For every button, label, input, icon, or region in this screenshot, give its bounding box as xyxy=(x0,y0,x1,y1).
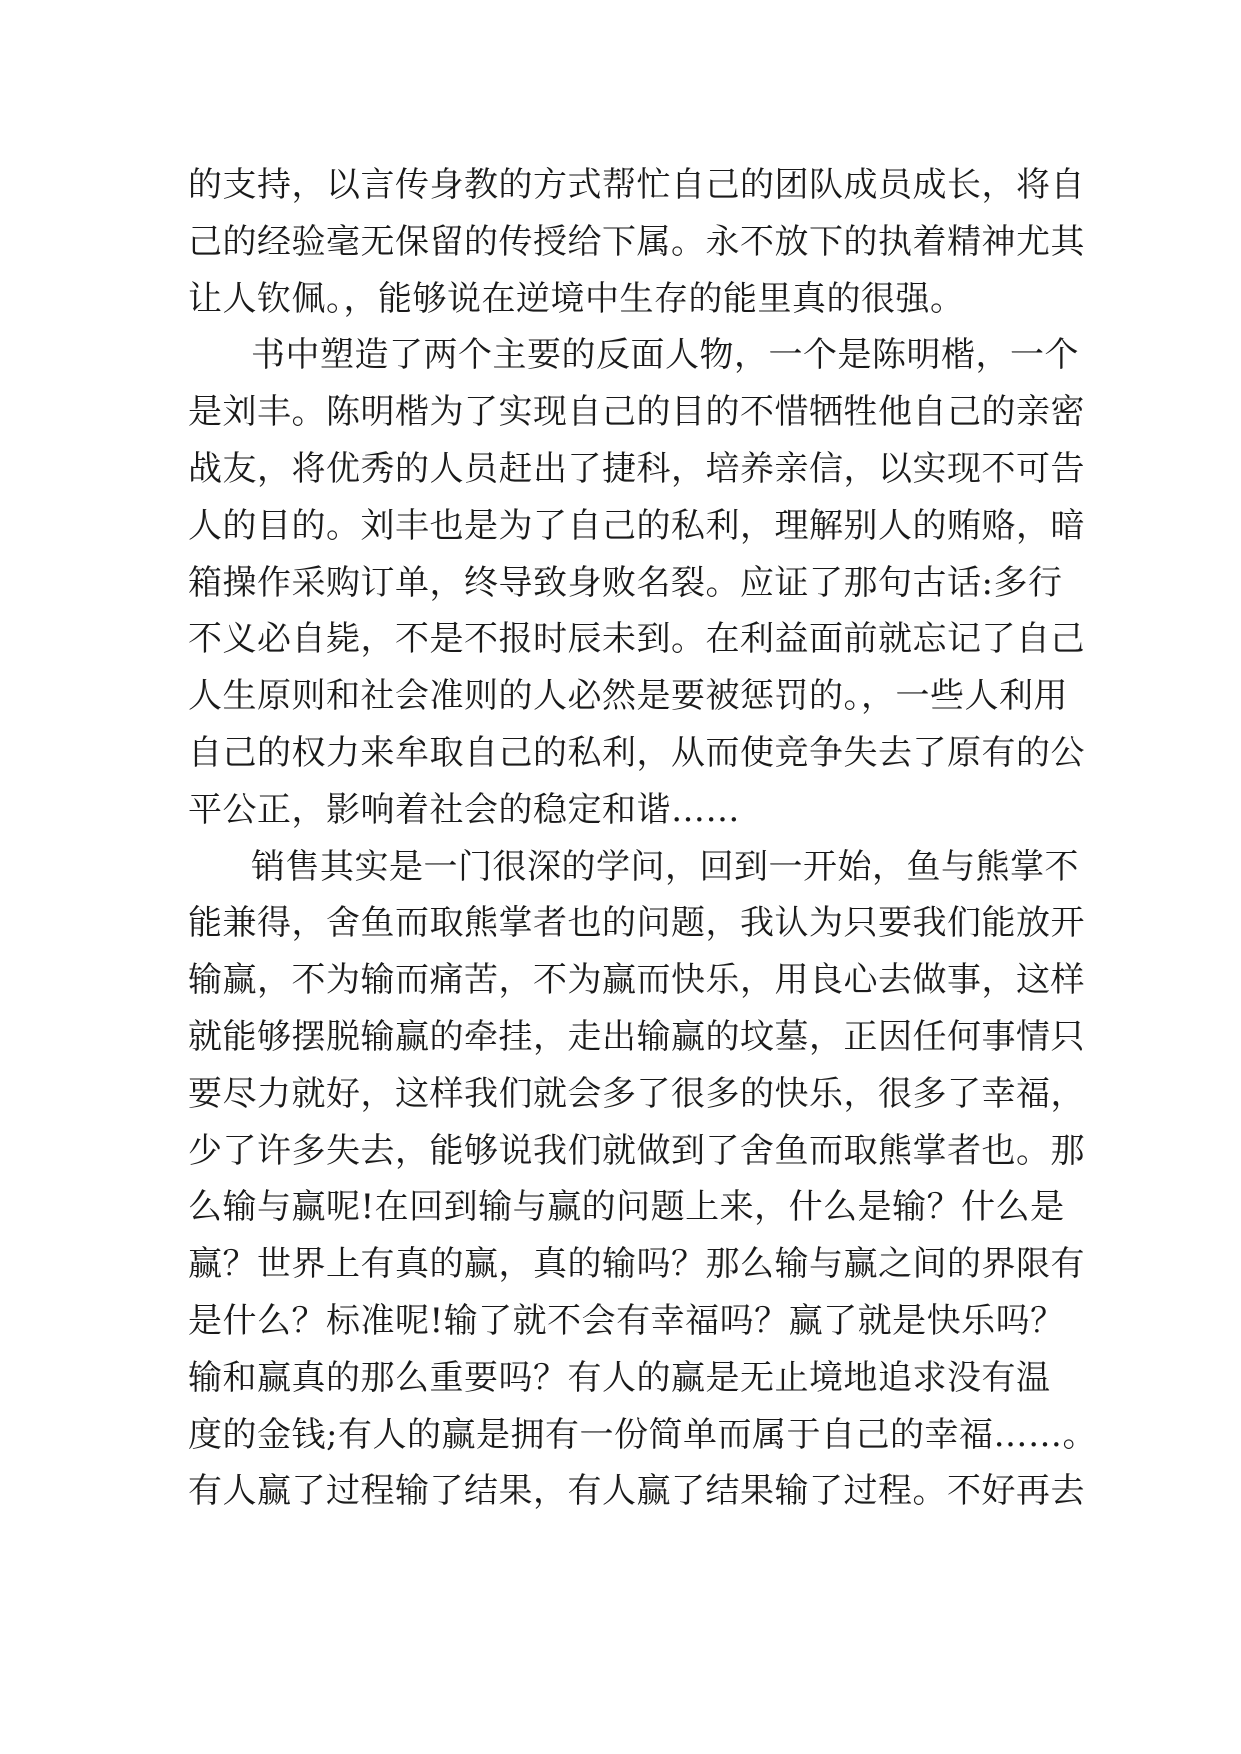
text-line: 销售其实是一门很深的学问，回到一开始，鱼与熊掌不 xyxy=(251,846,1079,887)
paragraph xyxy=(188,839,1097,1521)
text-line: 书中塑造了两个主要的反面人物，一个是陈明楷，一个 xyxy=(251,335,1079,376)
text-line: 就能够摆脱输赢的牵挂，走出输赢的坟墓，正因任何事情只 xyxy=(188,1016,1085,1057)
text-line: 箱操作采购订单，终导致身败名裂。应证了那句古话:多行 xyxy=(188,562,1063,603)
paragraph xyxy=(188,157,1085,327)
text-line: 么输与赢呢!在回到输与赢的问题上来，什么是输？什么是 xyxy=(188,1187,1065,1228)
text-line: 己的经验毫无保留的传授给下属。永不放下的执着精神尤其 xyxy=(188,221,1085,262)
text-line: 输和赢真的那么重要吗？有人的赢是无止境地追求没有温 xyxy=(188,1357,1051,1398)
text-line: 人生原则和社会准则的人必然是要被惩罚的。，一些人利用 xyxy=(188,676,1068,717)
text-line: 输赢，不为输而痛苦，不为赢而快乐，用良心去做事，这样 xyxy=(188,960,1085,1001)
text-line: 战友，将优秀的人员赶出了捷科，培养亲信，以实现不可告 xyxy=(188,448,1085,489)
text-line: 让人钦佩。，能够说在逆境中生存的能里真的很强。 xyxy=(188,278,965,319)
text-line: 是刘丰。陈明楷为了实现自己的目的不惜牺牲他自己的亲密 xyxy=(188,392,1085,433)
text-line: 有人赢了过程输了结果，有人赢了结果输了过程。不好再去 xyxy=(188,1471,1085,1512)
document-body xyxy=(188,157,1097,1520)
text-line: 是什么？标准呢!输了就不会有幸福吗？赢了就是快乐吗？ xyxy=(188,1300,1065,1341)
text-line: 能兼得，舍鱼而取熊掌者也的问题，我认为只要我们能放开 xyxy=(188,903,1085,944)
text-line: 要尽力就好，这样我们就会多了很多的快乐，很多了幸福， xyxy=(188,1073,1085,1114)
text-line: 度的金钱;有人的赢是拥有一份简单而属于自己的幸福……。 xyxy=(188,1414,1097,1455)
text-line: 自己的权力来牟取自己的私利，从而使竞争失去了原有的公 xyxy=(188,732,1085,773)
text-line: 人的目的。刘丰也是为了自己的私利，理解别人的贿赂，暗 xyxy=(188,505,1085,546)
paragraph xyxy=(188,327,1085,838)
text-line: 少了许多失去，能够说我们就做到了舍鱼而取熊掌者也。那 xyxy=(188,1130,1085,1171)
text-line: 赢？世界上有真的赢，真的输吗？那么输与赢之间的界限有 xyxy=(188,1244,1085,1285)
text-line: 平公正，影响着社会的稳定和谐…… xyxy=(188,789,740,830)
text-line: 不义必自毙，不是不报时辰未到。在利益面前就忘记了自己 xyxy=(188,619,1085,660)
text-line: 的支持，以言传身教的方式帮忙自己的团队成员成长，将自 xyxy=(188,165,1085,205)
